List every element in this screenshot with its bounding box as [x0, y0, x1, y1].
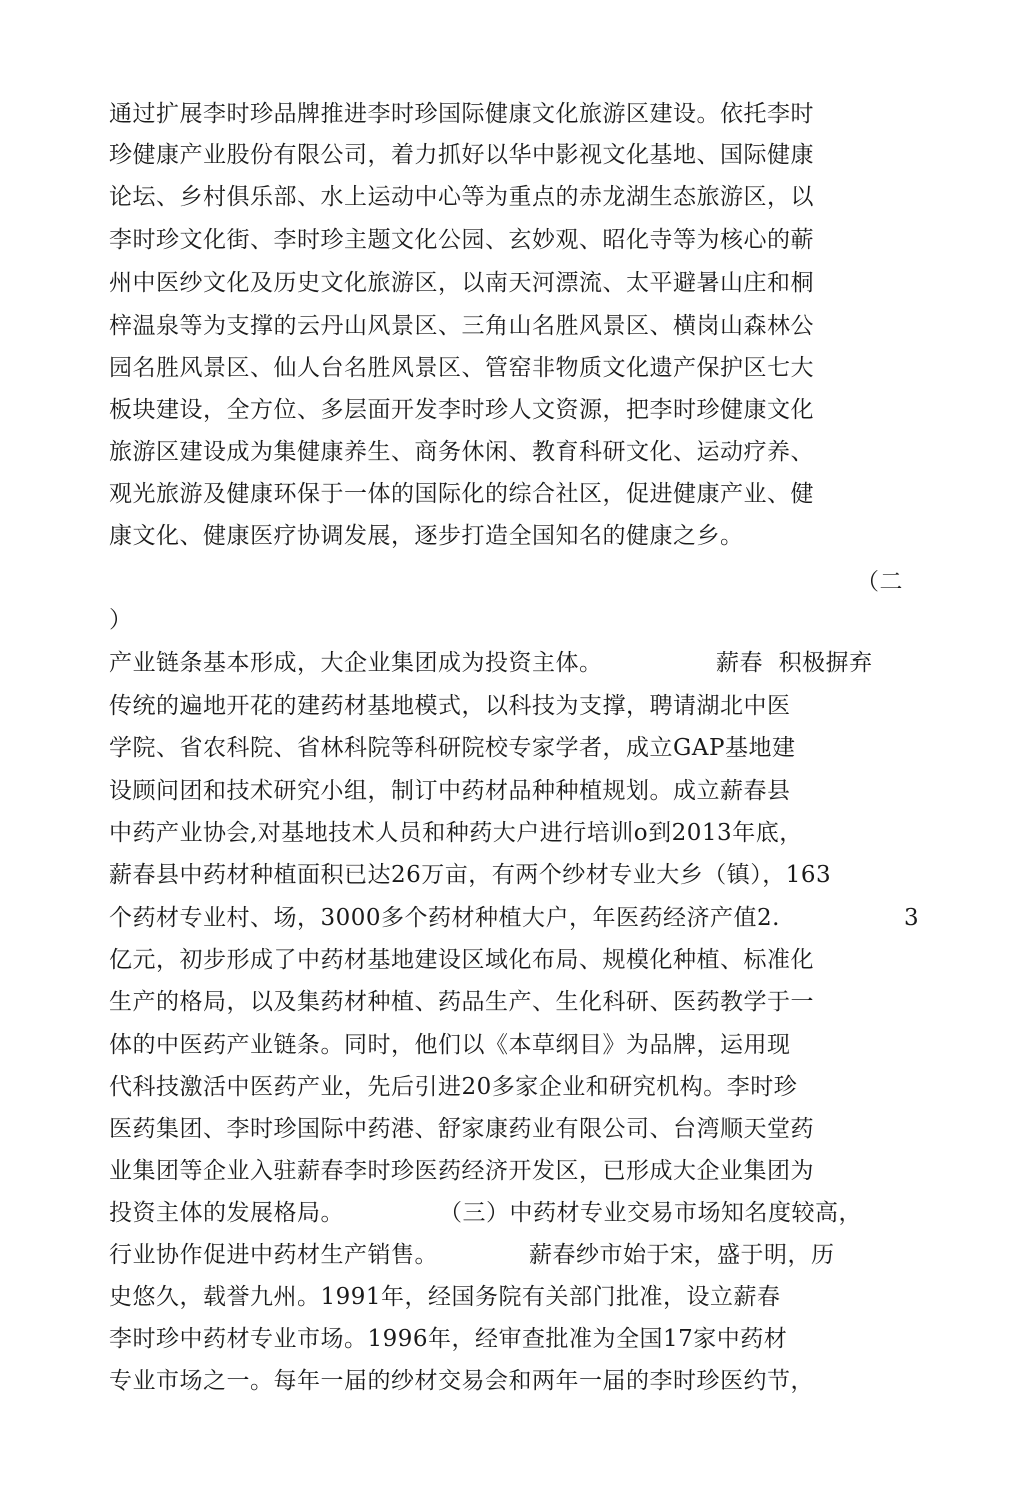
text-line: 通过扩展李时珍品牌推进李时珍国际健康文化旅游区建设。依托李时 [109, 101, 814, 127]
text-line: 板块建设，全方位、多层面开发李时珍人文资源，把李时珍健康文化 [109, 397, 814, 423]
text-line: 代科技激活中医药产业，先后引进20多家企业和研究机构。李时珍 [109, 1074, 798, 1100]
text-line: 传统的遍地开花的建药材基地模式，以科技为支撑，聘请湖北中医 [109, 693, 791, 719]
text-line: 体的中医药产业链条。同时，他们以《本草纲目》为品牌，运用现 [109, 1032, 791, 1058]
text-line: 旅游区建设成为集健康养生、商务休闲、教育科研文化、运动疗养、 [109, 439, 814, 465]
text-line: 史悠久，载誉九州。1991年，经国务院有关部门批准，设立薪春 [109, 1284, 781, 1310]
text-line: 薪春 积极摒弃 [716, 650, 873, 676]
text-line: 薪春县中药材种植面积已达26万亩，有两个纱材专业大乡（镇），163 [109, 862, 832, 888]
text-line: 3 [904, 905, 920, 931]
text-line: 梓温泉等为支撑的云丹山风景区、三角山名胜风景区、横岗山森林公 [109, 313, 814, 339]
text-line: 投资主体的发展格局。 [109, 1200, 344, 1226]
text-line: 生产的格局，以及集药材种植、药品生产、生化科研、医药教学于一 [109, 989, 814, 1015]
text-line: 中药产业协会,对基地技术人员和种药大户进行培训o到2013年底， [109, 820, 803, 846]
text-line: 设顾问团和技术研究小组，制订中药材品种种植规划。成立薪春县 [109, 778, 791, 804]
section-heading: 产业链条基本形成，大企业集团成为投资主体。 [109, 650, 603, 676]
text-line: 个药材专业村、场，3000多个药材种植大户，年医药经济产值2. [109, 905, 780, 931]
text-line: 李时珍中药材专业市场。1996年，经审查批准为全国17家中药材 [109, 1326, 788, 1352]
text-line: 亿元，初步形成了中药材基地建设区域化布局、规模化种植、标准化 [109, 947, 814, 973]
text-line: 康文化、健康医疗协调发展，逐步打造全国知名的健康之乡。 [109, 523, 744, 549]
text-line: 薪春纱市始于宋，盛于明，历 [529, 1242, 835, 1268]
text-line: 珍健康产业股份有限公司，着力抓好以华中影视文化基地、国际健康 [109, 142, 814, 168]
text-line: 论坛、乡村俱乐部、水上运动中心等为重点的赤龙湖生态旅游区，以 [109, 184, 814, 210]
section-number: ） [109, 607, 133, 633]
text-line: 州中医纱文化及历史文化旅游区，以南天河漂流、太平避暑山庄和桐 [109, 270, 814, 296]
text-line: 专业市场之一。每年一届的纱材交易会和两年一届的李时珍医约节， [109, 1368, 814, 1394]
text-line: 医药集团、李时珍国际中药港、舒家康药业有限公司、台湾顺天堂药 [109, 1116, 814, 1142]
section-heading: 行业协作促进中药材生产销售。 [109, 1242, 438, 1268]
section-number: （二 [856, 569, 903, 595]
text-line: 园名胜风景区、仙人台名胜风景区、管窑非物质文化遗产保护区七大 [109, 355, 814, 381]
text-line: 业集团等企业入驻薪春李时珍医药经济开发区，已形成大企业集团为 [109, 1158, 814, 1184]
text-line: 李时珍文化街、李时珍主题文化公园、玄妙观、昭化寺等为核心的蕲 [109, 227, 814, 253]
text-line: 观光旅游及健康环保于一体的国际化的综合社区，促进健康产业、健 [109, 481, 814, 507]
section-heading: （三）中药材专业交易市场知名度较高， [439, 1200, 862, 1226]
text-line: 学院、省农科院、省林科院等科研院校专家学者，成立GAP基地建 [109, 735, 796, 761]
